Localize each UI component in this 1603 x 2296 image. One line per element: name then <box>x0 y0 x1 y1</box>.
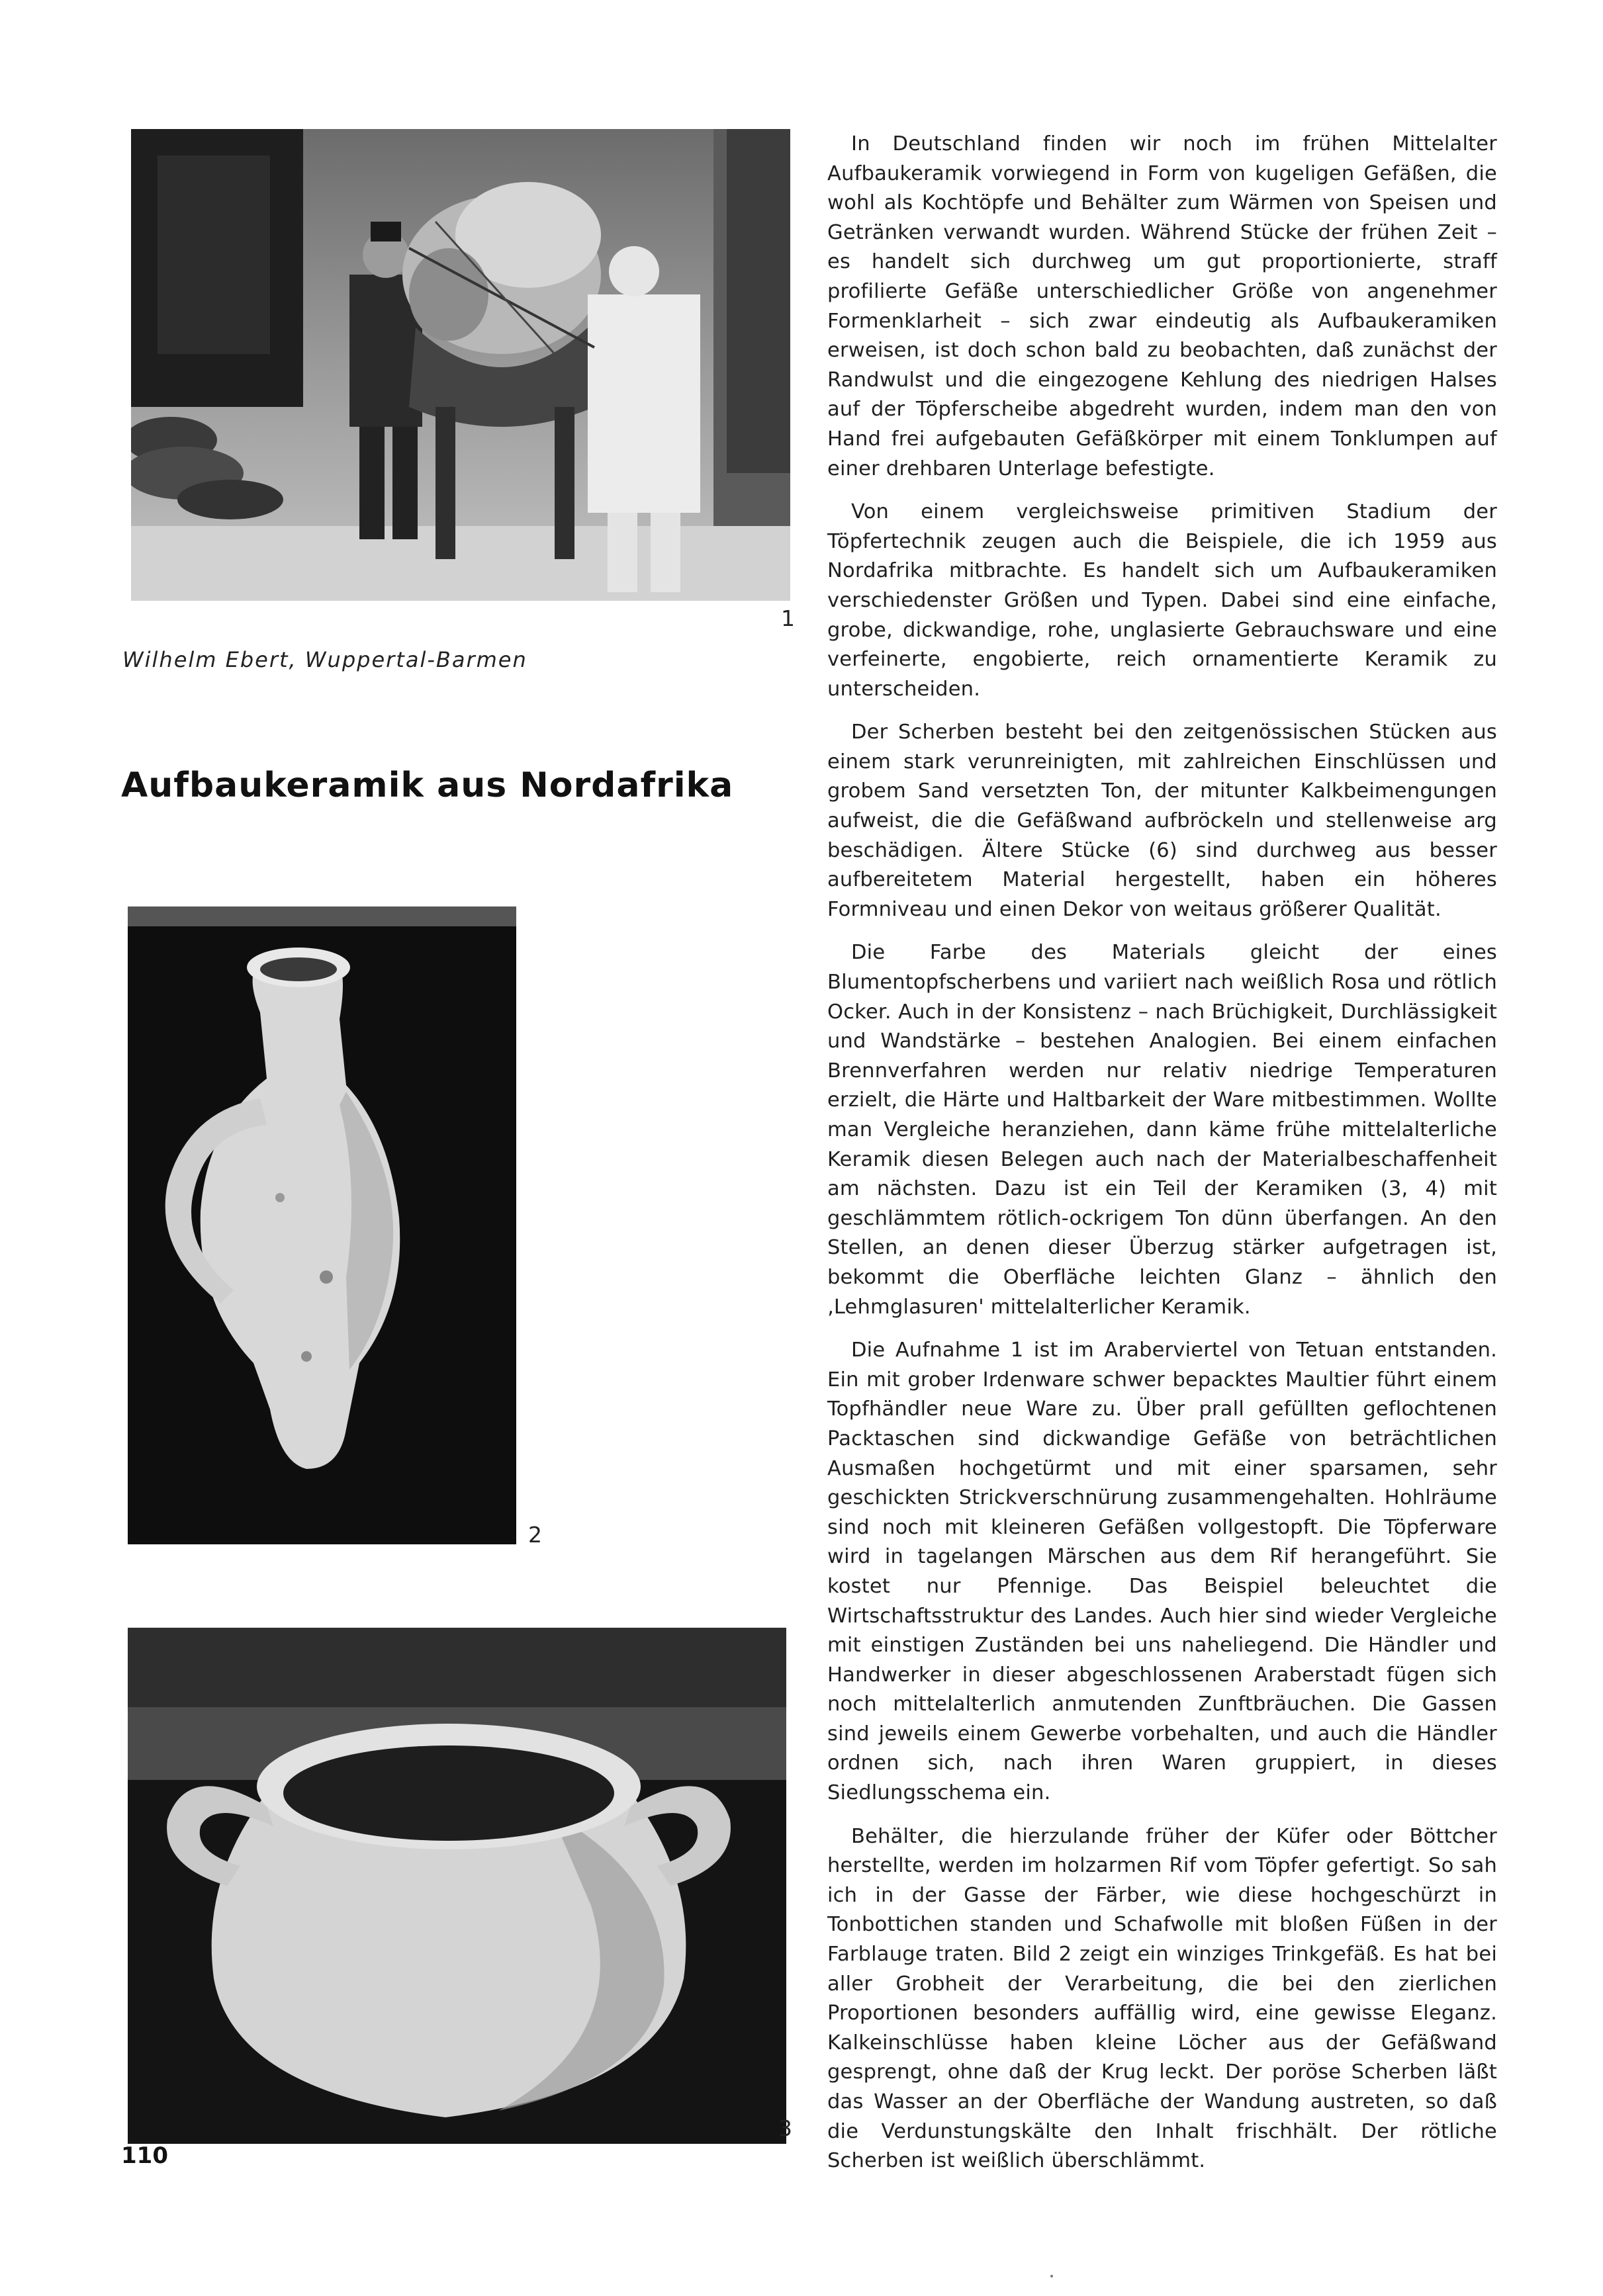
figure-3-photo-pot <box>128 1628 786 2144</box>
figure-2-photo-jug <box>128 906 516 1544</box>
page-number: 110 <box>121 2142 168 2169</box>
paragraph-3: Der Scherben besteht bei den zeitgenössischen Stücken aus einem stark verunreinigten, mit zahlreichen Einschlüssen und grobem Sand versetzten Ton, der mitunter Kalkbeimengungen aufweist, die die Gefäßwand aufbröckeln und stellenweise arg beschädigen. Ältere Stücke (6) sind durchweg aus besser aufbereitetem Material hergestellt, haben ein höheres Formniveau und einen Dekor von weitaus größerer Qualität. <box>827 721 1497 921</box>
figure-2-number: 2 <box>528 1522 542 1548</box>
figure-1-illustration <box>131 129 790 601</box>
paragraph-2: Von einem vergleichsweise primitiven Stadium der Töpfertechnik zeugen auch die Beispiele, die ich 1959 aus Nordafrika mitbrachte. Es handelt sich um Aufbaukeramiken verschiedenster Größen und Typen. Dabei sind eine einfache, grobe, dickwandige, rohe, unglasierte Gebrauchsware und eine verfeinerte, engobierte, reich ornamentierte Keramik zu unterscheiden. <box>827 500 1497 701</box>
article-title: Aufbaukeramik aus Nordafrika <box>121 766 734 805</box>
figure-3-illustration <box>128 1628 786 2144</box>
figure-1-photo-street-scene <box>131 129 790 601</box>
paragraph-5: Die Aufnahme 1 ist im Araberviertel von Tetuan entstanden. Ein mit grober Irdenware schwer bepacktes Maultier führt einem Topfhändler neue Ware zu. Über prall gefüllten geflochtenen Packtaschen sind dickwandige Gefäße von beträchtlichen Ausmaßen hochgetürmt und mit einer sparsamen, sehr geschickten Strickverschnürung zusammengehalten. Hohlräume sind noch mit kleineren Gefäßen vollgestopft. Die Töpferware wird in tagelangen Märschen aus dem Rif herangeführt. Sie kostet nur Pfennige. Das Beispiel beleuchtet die Wirtschaftsstruktur des Landes. Auch hier sind wieder Vergleiche mit einstigen Zuständen bei uns naheliegend. Die Händler und Handwerker in dieser abgeschlossenen Araberstadt fügen sich noch mittelalterlich anmutenden Zunftbräuchen. Die Gassen sind jeweils einem Gewerbe vorbehalten, und auch die Händler ordnen sich, nach ihren Waren gruppiert, in dieses Siedlungsschema ein. <box>827 1339 1497 1805</box>
paragraph-4: Die Farbe des Materials gleicht der eines Blumentopfscherbens und variiert nach weißlich Rosa und rötlich Ocker. Auch in der Konsistenz – nach Brüchigkeit, Durchlässigkeit und Wandstärke – bestehen Analogien. Bei einem einfachen Brennverfahren werden nur relativ niedrige Temperaturen erzielt, die Härte und Haltbarkeit der Ware mitbestimmen. Wollte man Vergleiche heranziehen, dann käme frühe mittelalterliche Keramik diesen Belegen auch nach der Materialbeschaffenheit am nächsten. Dazu ist ein Teil der Keramiken (3, 4) mit geschlämmtem rötlich-ockrigem Ton dünn überfangen. An den Stellen, an denen dieser Überzug stärker aufgetragen ist, bekommt die Oberfläche leichten Glanz – ähnlich den ‚Lehmglasuren' mittelalterlicher Keramik. <box>827 941 1497 1319</box>
article-author: Wilhelm Ebert, Wuppertal-Barmen <box>122 647 527 672</box>
paragraph-6: Behälter, die hierzulande früher der Küfer oder Böttcher herstellte, werden im holzarmen Rif vom Töpfer gefertigt. So sah ich in der Gasse der Färber, wie diese hochgeschürzt in Tonbottichen standen und Schafwolle mit bloßen Füßen in der Farblauge traten. Bild 2 zeigt ein winziges Trinkgefäß. Es hat bei aller Grobheit der Verarbeitung, die bei den zierlichen Proportionen besonders auffällig wird, eine gewisse Eleganz. Kalkeinschlüsse haben kleine Löcher aus der Gefäßwand gesprengt, ohne daß der Krug leckt. Der poröse Scherben läßt das Wasser an der Oberfläche der Wandung austreten, so daß die Verdunstungskälte den Inhalt frischhält. Der rötliche Scherben ist weißlich überschlämmt. <box>827 1824 1497 2173</box>
paragraph-1: In Deutschland finden wir noch im frühen Mittelalter Aufbaukeramik vorwiegend in Form von kugeligen Gefäßen, die wohl als Kochtöpfe und Behälter zum Wärmen von Speisen und Getränken verwandt wurden. Während Stücke der frühen Zeit – es handelt sich durchweg um gut proportionierte, straff profilierte Gefäße unterschiedlicher Größe von angenehmer Formenklarheit – sich zwar eindeutig als Aufbaukeramiken erweisen, ist doch schon bald zu beobachten, daß zunächst der Randwulst und die eingezogene Kehlung des niedrigen Halses auf der Töpferscheibe abgedreht wurden, indem man den von Hand frei aufgebauten Gefäßkörper mit einem Tonklumpen auf einer drehbaren Unterlage befestigte. <box>827 132 1497 480</box>
figure-1-number: 1 <box>781 605 795 631</box>
figure-3-number: 3 <box>778 2115 792 2141</box>
scan-speck <box>1050 2275 1053 2277</box>
figure-2-illustration <box>128 906 516 1544</box>
article-body <box>827 130 1497 2190</box>
